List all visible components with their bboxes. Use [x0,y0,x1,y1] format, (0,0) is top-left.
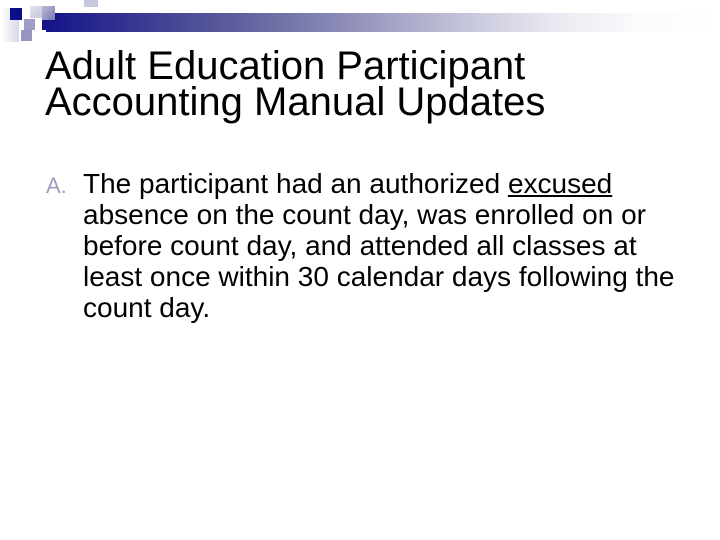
text-segment: count day. [83,292,211,323]
bullet-text-line [83,168,674,199]
pixel-square-lavender2 [21,30,32,41]
text-segment: least once within 30 calendar days following the [83,261,675,292]
text-segment: before count day, and attended all classes at [83,230,637,261]
slide-title [45,44,546,124]
underlined-text-segment: excused [507,168,613,199]
text-segment: absence on the count day, was enrolled on or [83,199,646,230]
bullet-text-line [83,261,674,292]
text-segment: The participant had an authorized [83,168,508,199]
slide-title-line-2: Accounting Manual Updates [45,80,546,124]
bullet-text-line [83,199,674,230]
bullet-marker: A. [46,173,67,198]
pixel-square-light [30,6,42,18]
bullet-text-line [83,230,674,261]
bullet-text-line [83,292,674,323]
pixel-square-white [32,30,46,44]
pixel-square-blue [42,6,55,20]
pixel-square-navy [10,8,22,20]
bullet-list [46,168,674,323]
pixel-square-lavender [24,19,35,30]
bullet-text [83,168,674,323]
title-bar-gradient [42,13,720,32]
slide-title-line-1: Adult Education Participant [45,44,526,88]
pixel-square-top-edge [84,0,98,7]
